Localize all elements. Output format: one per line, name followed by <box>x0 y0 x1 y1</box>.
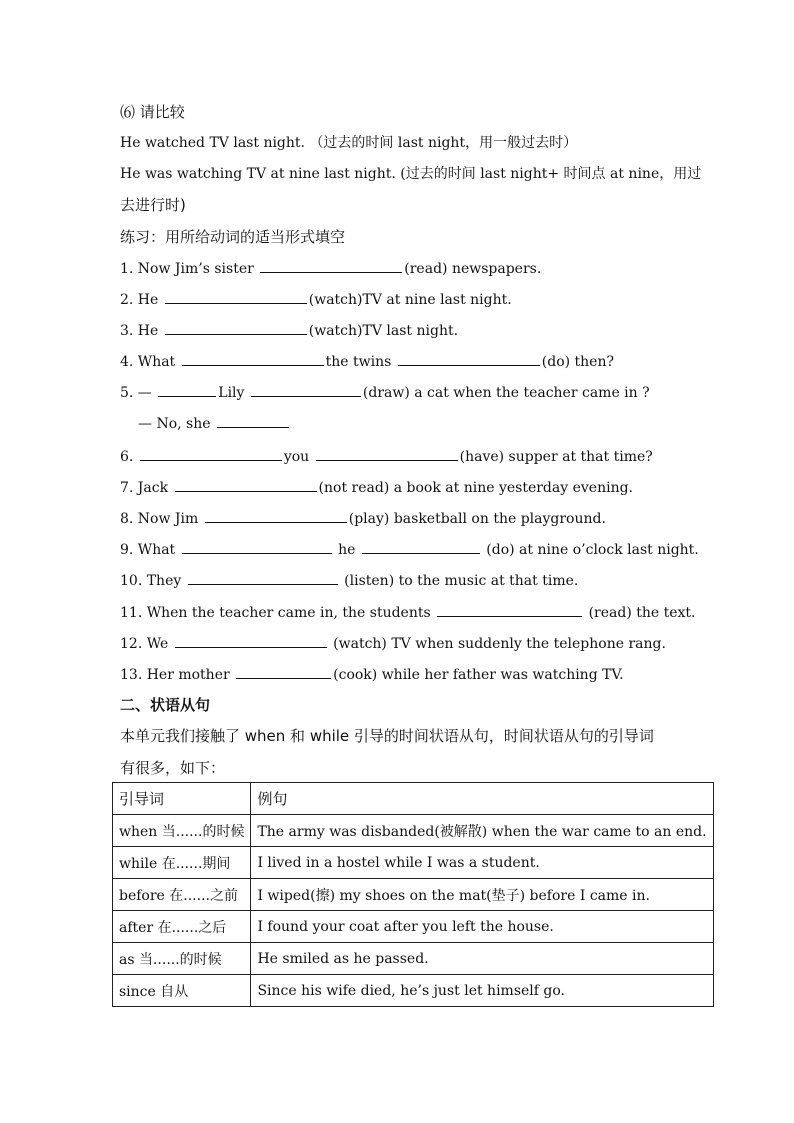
conjunction-table <box>112 782 714 1007</box>
practice-item-5 <box>120 382 650 403</box>
practice-item-12 <box>120 633 666 654</box>
answer-blank[interactable] <box>175 633 327 648</box>
answer-blank[interactable] <box>217 413 289 428</box>
conjunction-cell: while 在......期间 <box>113 847 251 879</box>
item-text: — No, she <box>138 416 215 432</box>
practice-item-11 <box>120 602 696 623</box>
item-text: (do) at nine o’clock last night. <box>481 542 699 558</box>
answer-blank[interactable] <box>316 446 458 461</box>
answer-blank[interactable] <box>175 477 317 492</box>
practice-item-3 <box>120 320 458 341</box>
item-text: 10. They <box>120 573 186 589</box>
item-text: 12. We <box>120 636 173 652</box>
item-text: (draw) a cat when the teacher came in ? <box>362 385 650 401</box>
answer-blank[interactable] <box>437 602 582 617</box>
item-text: (not read) a book at nine yesterday evening. <box>318 480 633 496</box>
item-text: he <box>333 542 360 558</box>
item-text: 4. What <box>120 354 180 370</box>
practice-item-13 <box>120 664 624 685</box>
item-text: (listen) to the music at that time. <box>339 573 579 589</box>
example-cell: He smiled as he passed. <box>251 943 713 975</box>
table-row <box>113 847 714 879</box>
column-header-conjunction: 引导词 <box>113 783 251 815</box>
answer-blank[interactable] <box>140 446 282 461</box>
example-cell: I found your coat after you left the house. <box>251 911 713 943</box>
answer-blank[interactable] <box>182 351 324 366</box>
item-text: you <box>283 449 314 465</box>
table-row <box>113 975 714 1007</box>
item-text: (read) newspapers. <box>404 261 542 277</box>
practice-item-9 <box>120 539 699 560</box>
example-cell: The army was disbanded(被解散) when the war came to an end. <box>251 815 713 847</box>
practice-item-1 <box>120 258 541 279</box>
section-2-title: 二、状语从句 <box>120 696 211 714</box>
practice-item-7 <box>120 477 633 498</box>
answer-blank[interactable] <box>260 258 402 273</box>
practice-item-6 <box>120 446 653 467</box>
item-text: (watch) TV when suddenly the telephone rang. <box>328 636 666 652</box>
answer-blank[interactable] <box>165 289 307 304</box>
column-header-example: 例句 <box>251 783 713 815</box>
item-text: Lily <box>218 385 249 401</box>
practice-item-4 <box>120 351 614 372</box>
conjunction-cell: as 当......的时候 <box>113 943 251 975</box>
answer-blank[interactable] <box>362 539 480 554</box>
item-text: 13. Her mother <box>120 667 235 683</box>
practice-item-2 <box>120 289 512 310</box>
item-text: 6. <box>120 449 138 465</box>
conjunction-cell: since 自从 <box>113 975 251 1007</box>
item-text: (have) supper at that time? <box>459 449 653 465</box>
table-header-row <box>113 783 714 815</box>
answer-blank[interactable] <box>236 664 331 679</box>
item-text: (watch)TV last night. <box>308 323 459 339</box>
item-text: 8. Now Jim <box>120 511 203 527</box>
answer-blank[interactable] <box>165 320 307 335</box>
answer-blank[interactable] <box>251 382 361 397</box>
practice-item-10 <box>120 570 578 591</box>
example-cell: Since his wife died, he’s just let himself go. <box>251 975 713 1007</box>
answer-blank[interactable] <box>205 508 347 523</box>
conjunction-cell: before 在......之前 <box>113 879 251 911</box>
practice-item-5-reply <box>138 413 291 434</box>
item-text: (do) then? <box>541 354 614 370</box>
table-row <box>113 879 714 911</box>
table-row <box>113 943 714 975</box>
item-text: 3. He <box>120 323 163 339</box>
practice-item-8 <box>120 508 606 529</box>
item-text: 7. Jack <box>120 480 173 496</box>
compare-example-2a: He was watching TV at nine last night. (过去的时间 last night+ 时间点 at nine，用过 <box>120 166 702 182</box>
item-text: (cook) while her father was watching TV. <box>333 667 624 683</box>
compare-example-2b: 去进行时) <box>120 196 186 214</box>
item-text: 11. When the teacher came in, the students <box>120 605 436 621</box>
answer-blank[interactable] <box>398 351 540 366</box>
table-row <box>113 815 714 847</box>
item-text: 5. — <box>120 385 157 401</box>
item-text: (play) basketball on the playground. <box>348 511 606 527</box>
example-cell: I lived in a hostel while I was a student. <box>251 847 713 879</box>
item-text: (watch)TV at nine last night. <box>308 292 512 308</box>
item-text: (read) the text. <box>584 605 696 621</box>
compare-example-1: He watched TV last night. （过去的时间 last night，用一般过去时） <box>120 135 578 151</box>
answer-blank[interactable] <box>188 570 338 585</box>
compare-heading: ⑹ 请比较 <box>120 103 185 121</box>
item-text: 9. What <box>120 542 180 558</box>
conjunction-cell: when 当......的时候 <box>113 815 251 847</box>
answer-blank[interactable] <box>182 539 332 554</box>
item-text: the twins <box>325 354 396 370</box>
item-text: 1. Now Jim’s sister <box>120 261 259 277</box>
section-2-intro-2: 有很多，如下： <box>120 759 226 777</box>
table-row <box>113 911 714 943</box>
answer-blank[interactable] <box>158 382 216 397</box>
section-2-intro-1: 本单元我们接触了 when 和 while 引导的时间状语从句，时间状语从句的引导词 <box>120 727 654 745</box>
item-text: 2. He <box>120 292 163 308</box>
conjunction-cell: after 在......之后 <box>113 911 251 943</box>
example-cell: I wiped(擦) my shoes on the mat(垫子) before I came in. <box>251 879 713 911</box>
practice-title: 练习：用所给动词的适当形式填空 <box>120 228 346 246</box>
